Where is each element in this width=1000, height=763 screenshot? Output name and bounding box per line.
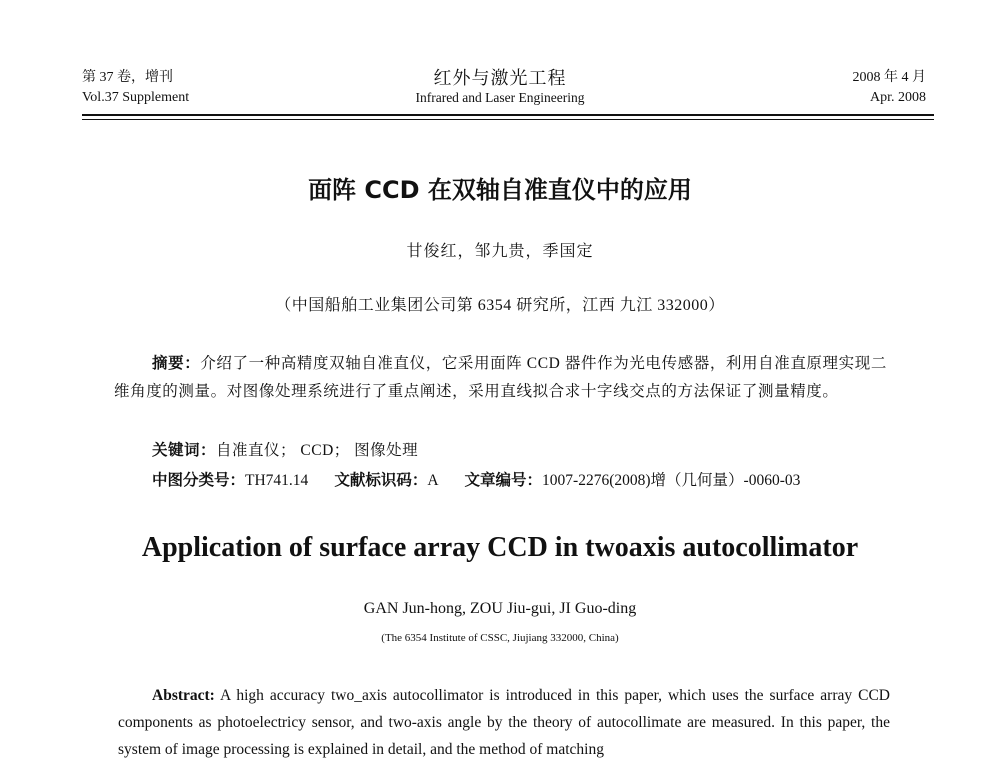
abstract-text-cn: 介绍了一种高精度双轴自准直仪，它采用面阵 CCD 器件作为光电传感器，利用自准直原理实现二维角度的测量。对图像处理系统进行了重点阐述，采用直线拟合求十字线交点的方法保证了测量精度。: [114, 355, 887, 400]
volume-en: Vol.37 Supplement: [82, 90, 190, 105]
keywords-cn: [152, 436, 418, 465]
journal-date: [853, 68, 927, 108]
journal-name-en: Infrared and Laser Engineering: [415, 90, 585, 105]
clc-value: TH741.14: [245, 472, 309, 489]
abstract-text-en: A high accuracy two_axis autocollimator is introduced in this paper, which uses the surface array CCD components as photoelectricy sensor, and two-axis angle by the theory of autocollimate are measured. In this paper, the system of image processing is explained in detail, and the method of matching: [118, 687, 890, 758]
paper-title-cn: 面阵 CCD 在双轴自准直仪中的应用: [308, 176, 692, 204]
affiliation-en: (The 6354 Institute of CSSC, Jiujiang 332000, China): [381, 632, 619, 644]
article-no-label: 文章编号：: [464, 471, 543, 489]
keywords-label: 关键词：: [152, 441, 217, 459]
date-en: Apr. 2008: [870, 90, 926, 105]
authors-en: GAN Jun-hong, ZOU Jiu-gui, JI Guo-ding: [363, 600, 637, 617]
doc-code-label: 文献标识码：: [334, 471, 428, 489]
header-rule-thick: [82, 114, 934, 116]
journal-name: [0, 68, 1000, 108]
classification-line: [152, 466, 800, 495]
doc-code-value: A: [427, 472, 439, 489]
journal-name-cn: 红外与激光工程: [433, 68, 567, 88]
keywords-text: 自准直仪； CCD； 图像处理: [216, 442, 419, 459]
header-rule-thin: [82, 119, 934, 120]
clc-label: 中图分类号：: [152, 471, 246, 489]
abstract-label-cn: 摘要：: [152, 354, 201, 372]
article-no-value: 1007-2276(2008)增（几何量）-0060-03: [542, 472, 801, 489]
abstract-cn: [114, 349, 890, 406]
paper-title-en: Application of surface array CCD in twoaxis autocollimator: [141, 532, 859, 563]
date-cn: 2008 年 4 月: [852, 70, 926, 85]
abstract-label-en: Abstract:: [152, 687, 215, 704]
abstract-en: [118, 682, 890, 763]
affiliation-cn: （中国船舶工业集团公司第 6354 研究所，江西 九江 332000）: [275, 297, 725, 314]
volume-cn: 第 37 卷，增刊: [82, 70, 173, 85]
authors-cn: 甘俊红，邹九贵，季国定: [406, 243, 594, 260]
